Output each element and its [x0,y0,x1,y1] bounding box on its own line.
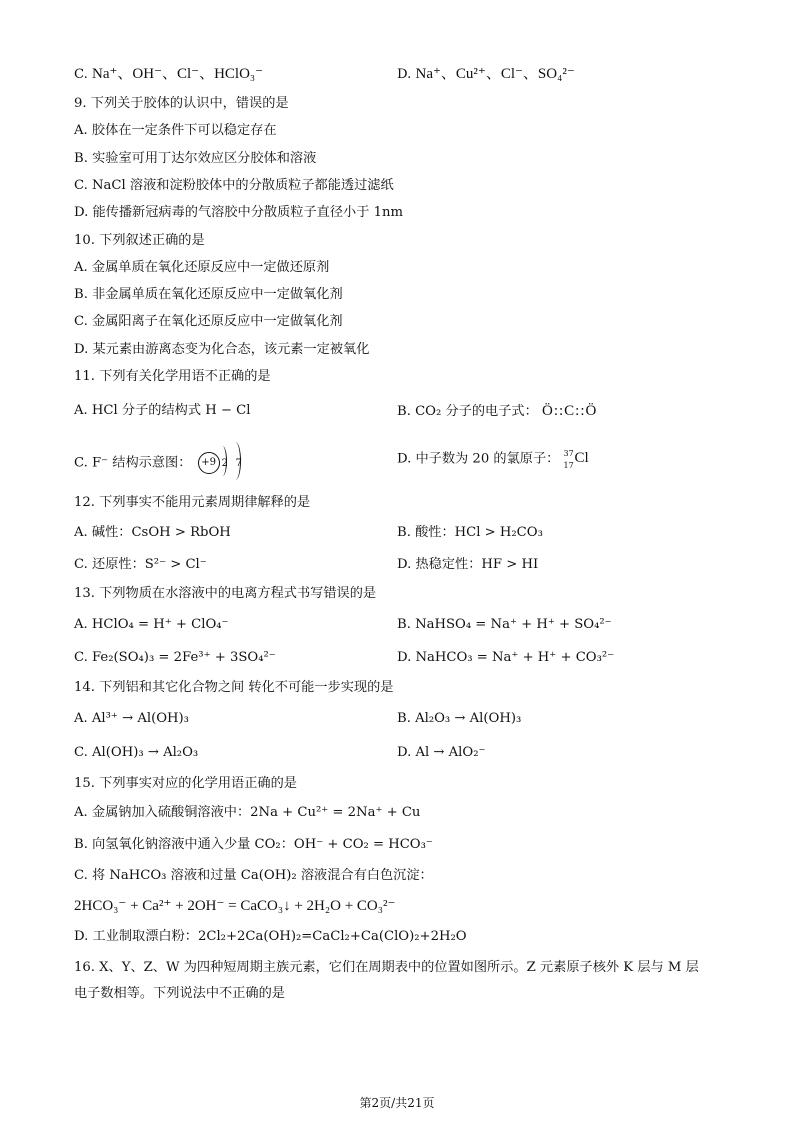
q12-option-c: C. 还原性：S²⁻ > Cl⁻ [74,557,207,572]
q9-stem: 9. 下列关于胶体的认识中，错误的是 [74,96,289,111]
q12-option-b: B. 酸性：HCl > H₂CO₃ [397,525,543,540]
q10-option-c: C. 金属阳离子在氧化还原反应中一定做氧化剂 [74,314,343,329]
q11-option-b [397,403,597,420]
q13-stem: 13. 下列物质在水溶液中的电离方程式书写错误的是 [74,586,377,601]
q10-option-a: A. 金属单质在氧化还原反应中一定做还原剂 [74,260,330,275]
option-text: B. CO₂ 分子的电子式： [397,404,538,419]
option-label: D. [397,67,412,82]
q12-option-d: D. 热稳定性：HF > HI [397,557,539,572]
shell-2-count: 7 [235,458,243,469]
option-label: C. [74,67,88,82]
shell-1-count: 2 [221,458,229,469]
fluoride-structure-diagram [196,450,268,476]
q14-option-a: A. Al³⁺ → Al(OH)₃ [74,711,189,726]
q15-stem: 15. 下列事实对应的化学用语正确的是 [74,776,297,791]
q14-option-b: B. Al₂O₃ → Al(OH)₃ [397,711,522,726]
q10-option-b: B. 非金属单质在氧化还原反应中一定做氧化剂 [74,287,343,302]
q11-option-c [74,450,268,476]
q10-option-d: D. 某元素由游离态变为化合态，该元素一定被氧化 [74,342,370,357]
atomic-number: 17 [563,461,574,470]
q14-option-c: C. Al(OH)₃ → Al₂O₃ [74,745,199,760]
element-symbol: Cl [574,450,589,466]
q12-stem: 12. 下列事实不能用元素周期律解释的是 [74,495,311,510]
q15-option-a: A. 金属钠加入硫酸铜溶液中：2Na + Cu²⁺ = 2Na⁺ + Cu [74,805,421,820]
q11-stem: 11. 下列有关化学用语不正确的是 [74,369,271,384]
q16-stem-line2: 电子数相等。下列说法中不正确的是 [74,986,285,1001]
q15-option-b: B. 向氢氧化钠溶液中通入少量 CO₂：OH⁻ + CO₂ = HCO₃⁻ [74,837,433,852]
q9-option-c: C. NaCl 溶液和淀粉胶体中的分散质粒子都能透过滤纸 [74,178,394,193]
q11-option-d [397,450,594,468]
q11-option-a: A. HCl 分子的结构式 H − Cl [74,403,251,418]
page-footer: 第2页/共21页 [359,1096,435,1110]
option-text: Na⁺、Cu²⁺、Cl⁻、SO₄²⁻ [415,66,575,82]
q8-option-d [397,66,575,83]
option-text: Na⁺、OH⁻、Cl⁻、HClO₃⁻ [92,66,264,82]
q10-stem: 10. 下列叙述正确的是 [74,233,205,248]
q14-stem: 14. 下列铝和其它化合物之间 转化不可能一步实现的是 [74,680,394,695]
q16-stem-line1: 16. X、Y、Z、W 为四种短周期主族元素，它们在周期表中的位置如图所示。Z 元素原子核外 K 层与 M 层 [74,960,699,975]
q15-option-d: D. 工业制取漂白粉：2Cl₂+2Ca(OH)₂=CaCl₂+Ca(ClO)₂+2H₂O [74,929,467,944]
q15-option-c-equation: 2HCO₃⁻ + Ca²⁺ + 2OH⁻ = CaCO₃↓ + 2H₂O + CO₃²⁻ [74,898,396,914]
electron-formula: Ö::C::Ö [541,403,598,419]
q15-option-c: C. 将 NaHCO₃ 溶液和过量 Ca(OH)₂ 溶液混合有白色沉淀： [74,868,433,883]
q12-option-a: A. 碱性：CsOH > RbOH [74,525,231,540]
mass-number: 37 [563,449,574,458]
q9-option-b: B. 实验室可用丁达尔效应区分胶体和溶液 [74,151,317,166]
q13-option-b: B. NaHSO₄ = Na⁺ + H⁺ + SO₄²⁻ [397,617,612,632]
q13-option-d: D. NaHCO₃ = Na⁺ + H⁺ + CO₃²⁻ [397,650,615,665]
option-text: C. F⁻ 结构示意图： [74,455,192,471]
nucleus: +9 [198,452,220,474]
chlorine-nuclide [564,450,594,468]
q9-option-d: D. 能传播新冠病毒的气溶胶中分散质粒子直径小于 1nm [74,205,404,220]
q13-option-a: A. HClO₄ = H⁺ + ClO₄⁻ [74,617,229,632]
q13-option-c: C. Fe₂(SO₄)₃ = 2Fe³⁺ + 3SO₄²⁻ [74,650,276,665]
q14-option-d: D. Al → AlO₂⁻ [397,745,486,760]
option-text: D. 中子数为 20 的氯原子： [397,451,560,467]
q8-option-c [74,66,263,83]
q9-option-a: A. 胶体在一定条件下可以稳定存在 [74,123,277,138]
